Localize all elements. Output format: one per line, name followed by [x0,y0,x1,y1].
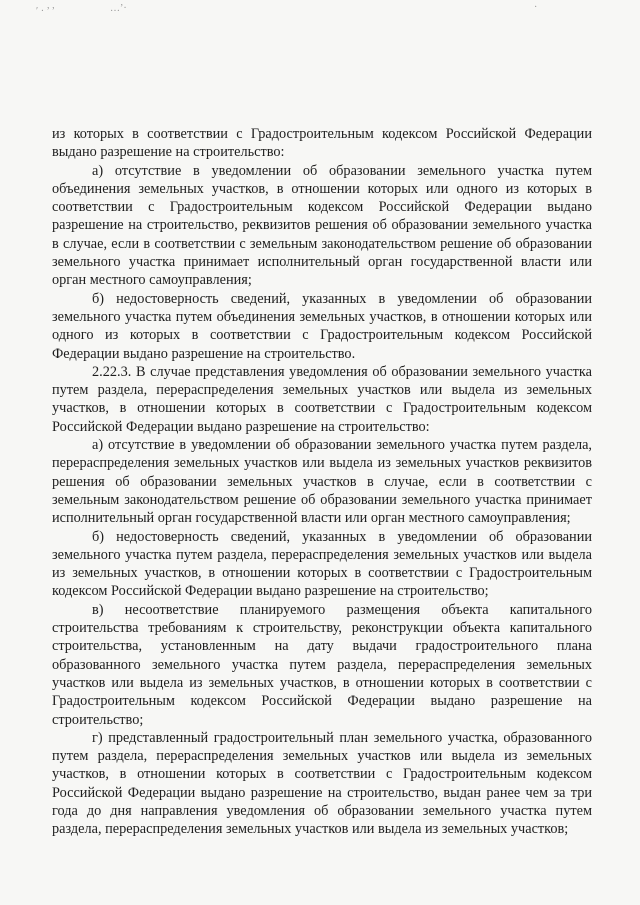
paragraph-item-v-division: в) несоответствие планируемого размещения объекта капитального строительства требованиям к строительству, реконструкции объекта капитального строительства, установленным на дату выдачи градостроительного плана образованного земельного участка путем раздела, перераспределения земельных участков или выдела из земельных участков, в отношении которых в соответствии с Градостроительным кодексом Российской Федерации выдано разрешение на строительство; [52,601,592,728]
paragraph-item-a-division: а) отсутствие в уведомлении об образовании земельного участка путем раздела, перераспределения земельных участков или выдела из земельных участков реквизитов решения об образовании земельных участков в случае, если в соответствии с земельным законодательством решение об образовании земельного участка принимает исполнительный орган государственной власти или орган местного самоуправления; [52,437,592,527]
paragraph-item-a-merge: а) отсутствие в уведомлении об образовании земельного участка путем объединения земельных участков, в отношении которых или одного из которых в соответствии с Градостроительным кодексом Российской Федерации выдано разрешение на строительство, реквизитов решения об образовании земельного участка в случае, если в соответствии с земельным законодательством решение об образовании земельного участка принимает исполнительный орган государственной власти или орган местного самоуправления; [52,162,592,289]
scan-artifact: ′ · ’ ’ [36,6,55,17]
document-body [52,125,592,839]
scan-artifact: …’· [110,3,127,14]
paragraph-item-b-merge: б) недостоверность сведений, указанных в уведомлении об образовании земельного участка путем объединения земельных участков, в отношении которых или одного из которых в соответствии с Градостроительным кодексом Российской Федерации выдано разрешение на строительство. [52,290,592,362]
paragraph-item-b-division: б) недостоверность сведений, указанных в уведомлении об образовании земельного участка путем раздела, перераспределения земельных участков или выдела из земельных участков, в отношении которых в соответствии с Градостроительным кодексом Российской Федерации выдано разрешение на строительство; [52,528,592,600]
paragraph-continuation: из которых в соответствии с Градостроительным кодексом Российской Федерации выдано разрешение на строительство: [52,126,592,161]
paragraph-2-22-3: 2.22.3. В случае представления уведомления об образовании земельного участка путем раздела, перераспределения земельных участков или выдела из земельных участков, в отношении которых в соответствии с Градостроительным кодексом Российской Федерации выдано разрешение на строительство: [52,363,592,435]
paragraph-item-g-division: г) представленный градостроительный план земельного участка, образованного путем раздела, перераспределения земельных участков или выдела из земельных участков, в отношении которых в соответствии с Градостроительным кодексом Российской Федерации выдано разрешение на строительство, выдан ранее чем за три года до дня направления уведомления об образовании земельного участка путем раздела, перераспределения земельных участков или выдела из земельных участков; [52,729,592,838]
scan-artifact: · [534,2,538,13]
